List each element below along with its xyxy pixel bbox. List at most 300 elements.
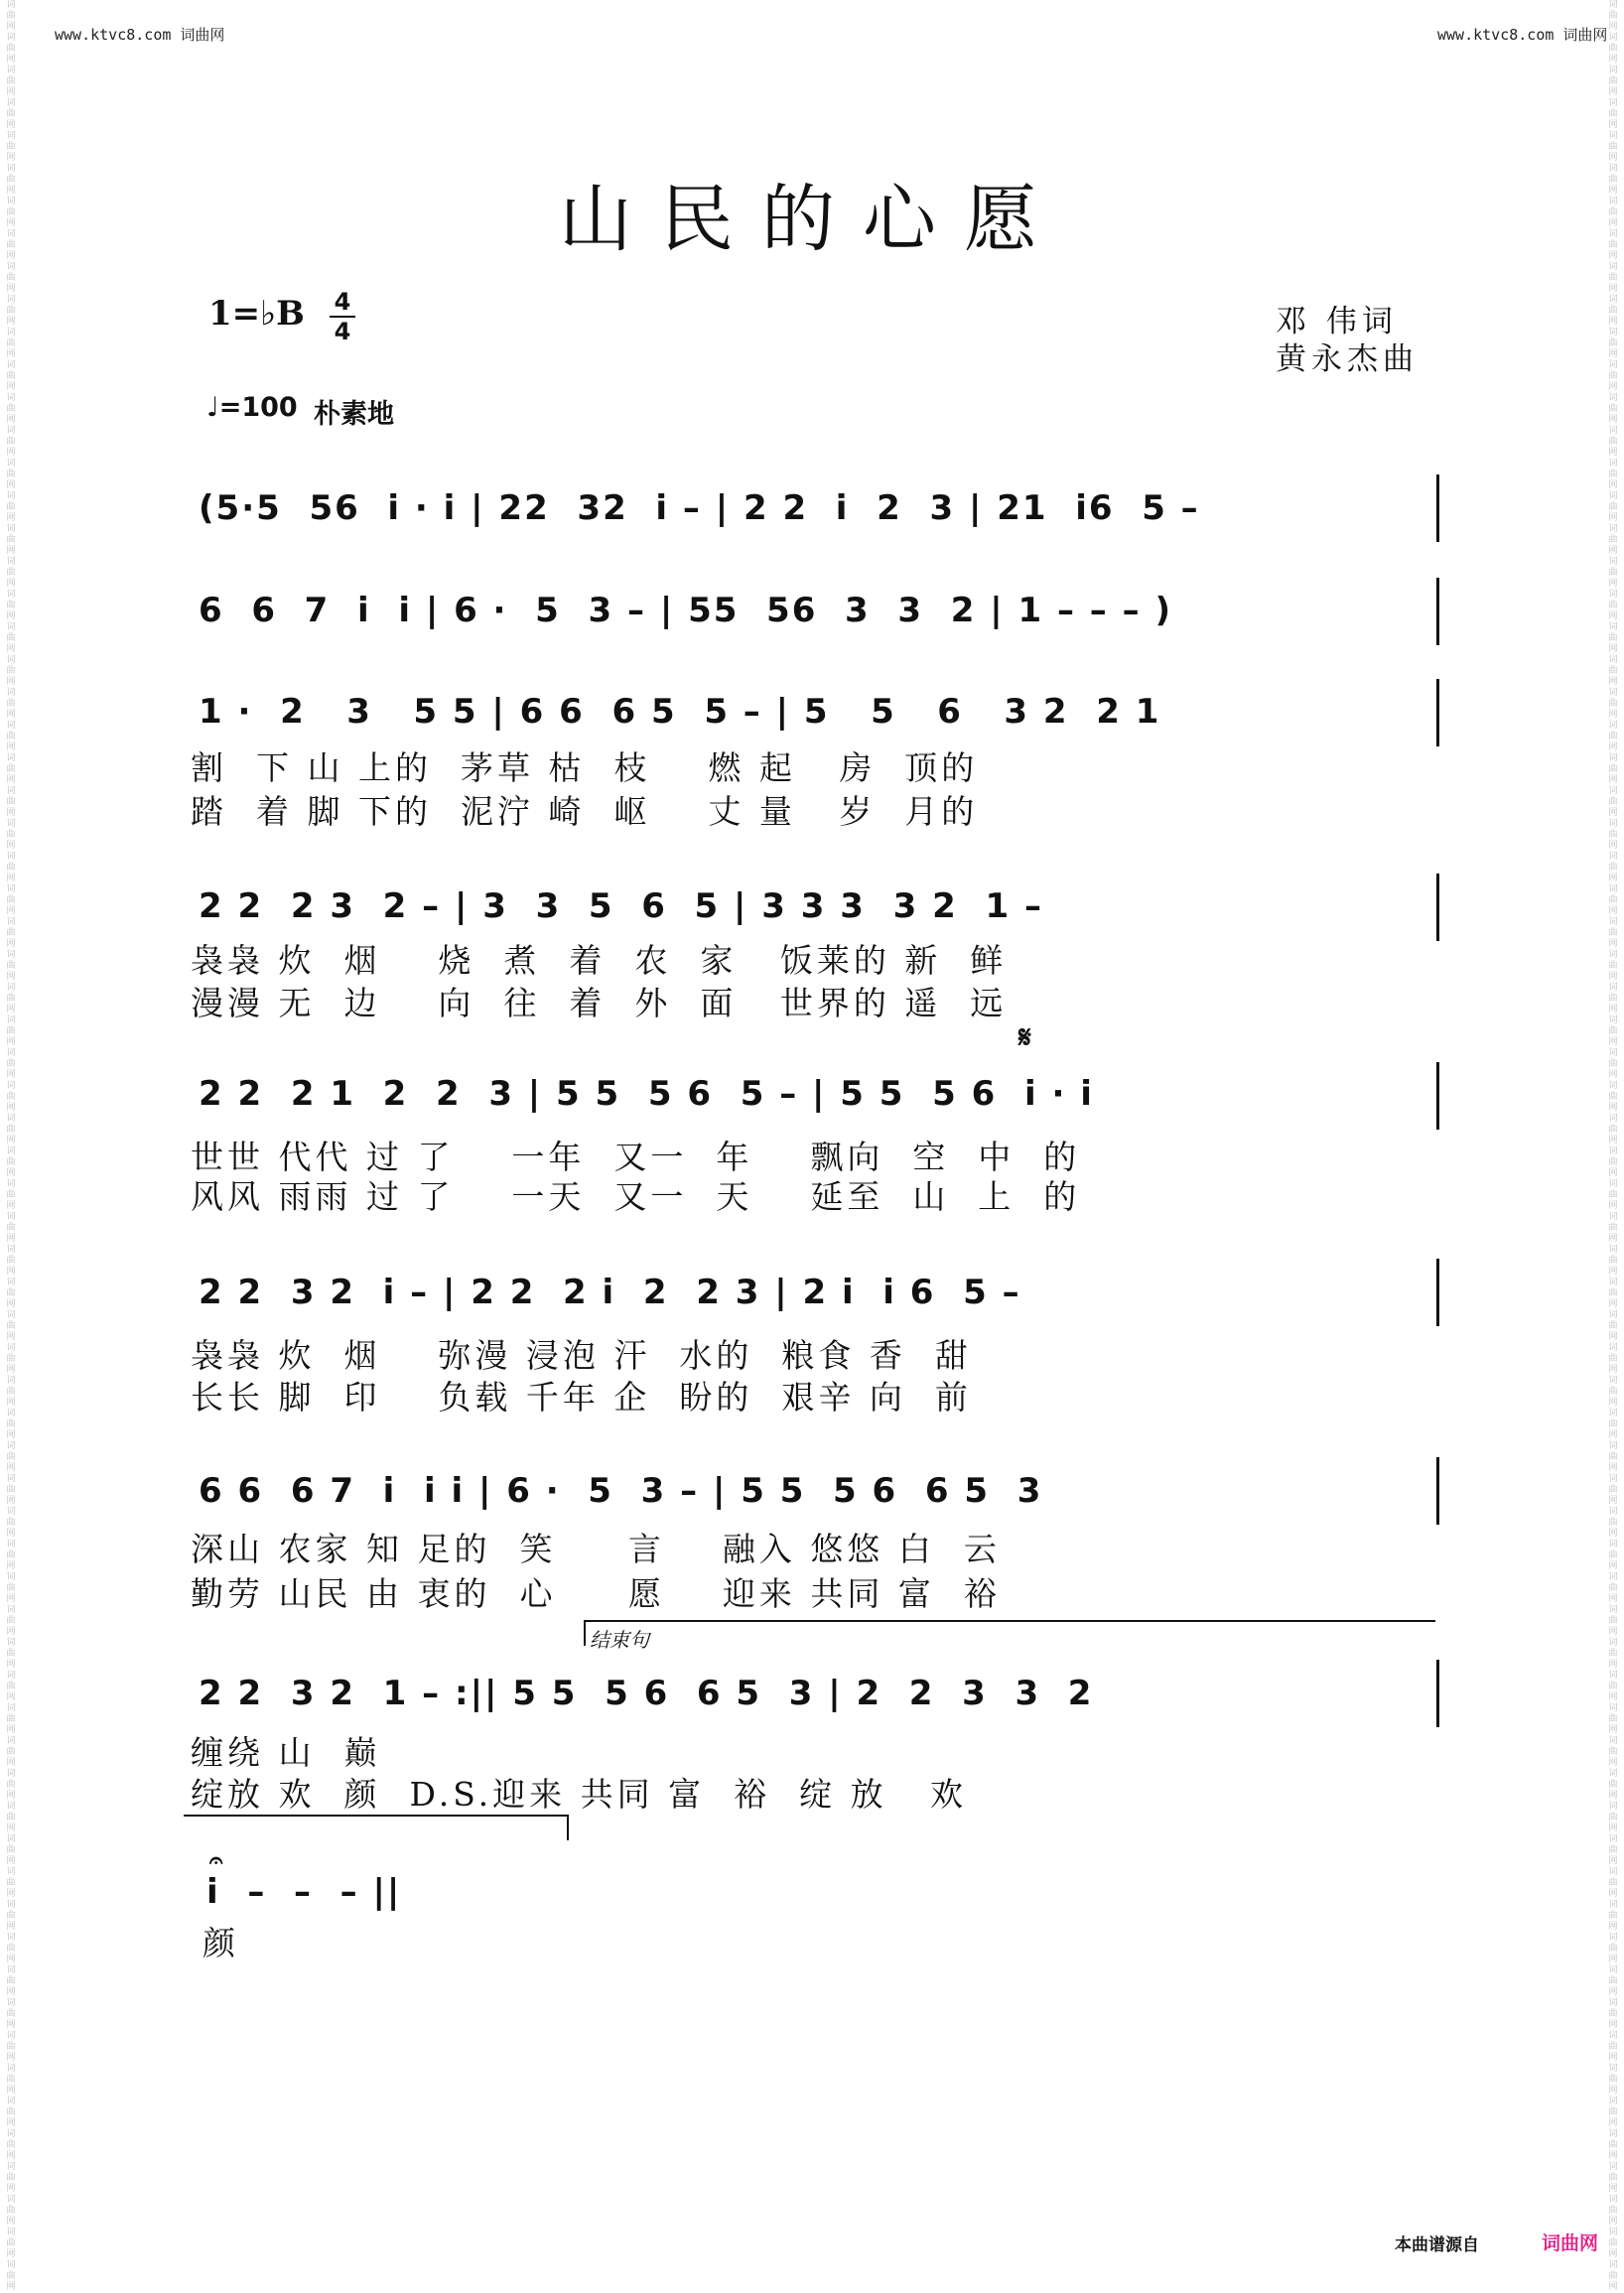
system-8-notes: 2 2 3 2 1 – :|| 5 5 5 6 6 5 3 | 2 2 3 3 2	[199, 1674, 1094, 1713]
left-watermark-ribbon	[2, 0, 20, 2292]
watermark-glyph: 曲	[1608, 666, 1618, 676]
watermark-glyph: 网	[6, 1103, 16, 1113]
watermark-glyph: 词	[1608, 426, 1618, 436]
watermark-glyph: 曲	[1608, 1845, 1618, 1855]
watermark-glyph: 网	[1608, 742, 1618, 752]
watermark-glyph: 词	[1608, 983, 1618, 993]
watermark-glyph: 网	[6, 2020, 16, 2030]
watermark-glyph: 网	[6, 317, 16, 327]
system-4-lyric-verse-1: 袅袅 炊 烟 烧 煮 着 农 家 饭莱的 新 鲜	[191, 941, 1008, 980]
watermark-glyph: 网	[1608, 284, 1618, 294]
watermark-glyph: 网	[6, 1463, 16, 1473]
watermark-glyph: 词	[1608, 1736, 1618, 1746]
watermark-glyph: 词	[6, 131, 16, 141]
system-5-notes: 2 2 2 1 2 2 3 | 5 5 5 6 5 – | 5 5 5 6 i · i	[199, 1074, 1094, 1114]
watermark-glyph: 网	[1608, 349, 1618, 359]
watermark-glyph: 网	[1608, 2217, 1618, 2226]
watermark-glyph: 曲	[6, 1223, 16, 1233]
system-1-notes: (5·5 56 i · i | 22 32 i – | 2 2 i 2 3 | 21 i6 5 –	[199, 488, 1200, 528]
watermark-glyph: 网	[1608, 2249, 1618, 2259]
watermark-glyph: 曲	[6, 2042, 16, 2052]
watermark-glyph: 曲	[6, 1682, 16, 1691]
watermark-glyph: 词	[6, 1146, 16, 1156]
watermark-glyph: 词	[6, 557, 16, 567]
composer-credit: 黄永杰曲	[1276, 341, 1419, 377]
watermark-glyph: 曲	[1608, 1321, 1618, 1331]
watermark-glyph: 网	[6, 1823, 16, 1833]
watermark-glyph: 网	[1608, 1856, 1618, 1866]
watermark-glyph: 网	[1608, 153, 1618, 163]
watermark-glyph: 词	[1608, 1638, 1618, 1648]
watermark-glyph: 网	[6, 1725, 16, 1735]
watermark-glyph: 网	[1608, 1168, 1618, 1178]
watermark-glyph: 曲	[6, 1092, 16, 1102]
watermark-glyph: 网	[1608, 1005, 1618, 1014]
watermark-glyph: 网	[6, 448, 16, 458]
watermark-glyph: 网	[6, 218, 16, 228]
watermark-glyph: 曲	[1608, 1190, 1618, 1200]
watermark-glyph: 网	[1608, 710, 1618, 720]
watermark-glyph: 词	[6, 721, 16, 731]
watermark-glyph: 网	[6, 972, 16, 982]
watermark-glyph: 曲	[1608, 1387, 1618, 1397]
watermark-glyph: 网	[6, 1561, 16, 1571]
watermark-glyph: 网	[6, 2184, 16, 2194]
watermark-glyph: 网	[1608, 808, 1618, 818]
watermark-glyph: 词	[6, 917, 16, 927]
watermark-glyph: 曲	[1608, 797, 1618, 807]
watermark-glyph: 网	[6, 382, 16, 392]
watermark-glyph: 曲	[1608, 11, 1618, 21]
watermark-glyph: 网	[1608, 2282, 1618, 2292]
watermark-glyph: 词	[1608, 786, 1618, 796]
watermark-glyph: 网	[1608, 1823, 1618, 1833]
watermark-glyph: 网	[6, 1168, 16, 1178]
watermark-glyph: 网	[6, 1627, 16, 1637]
watermark-glyph: 词	[1608, 917, 1618, 927]
watermark-glyph: 曲	[1608, 404, 1618, 414]
watermark-glyph: 网	[1608, 906, 1618, 916]
watermark-glyph: 曲	[6, 2107, 16, 2117]
watermark-glyph: 词	[1608, 1900, 1618, 1910]
watermark-glyph: 词	[6, 2260, 16, 2270]
system-7-notes: 6 6 6 7 i i i | 6 · 5 3 – | 5 5 5 6 6 5 3	[199, 1471, 1043, 1511]
watermark-glyph: 词	[1608, 950, 1618, 960]
watermark-glyph: 网	[1608, 874, 1618, 883]
watermark-glyph: 网	[6, 841, 16, 851]
system-7-lyric-verse-1: 深山 农家 知 足的 笑 言 融入 悠悠 白 云	[191, 1530, 1001, 1568]
watermark-glyph: 曲	[6, 142, 16, 152]
watermark-glyph: 曲	[1608, 1256, 1618, 1266]
watermark-glyph: 词	[6, 950, 16, 960]
watermark-glyph: 网	[1608, 644, 1618, 654]
watermark-glyph: 词	[1608, 197, 1618, 206]
watermark-glyph: 词	[6, 1965, 16, 1975]
watermark-glyph: 网	[1608, 1234, 1618, 1244]
watermark-glyph: 词	[6, 262, 16, 272]
watermark-glyph: 网	[6, 677, 16, 687]
watermark-glyph: 网	[1608, 1529, 1618, 1539]
watermark-glyph: 曲	[6, 1616, 16, 1626]
watermark-glyph: 曲	[1608, 601, 1618, 610]
watermark-glyph: 词	[6, 360, 16, 370]
watermark-glyph: 网	[6, 1037, 16, 1047]
system-6-lyric-verse-1: 袅袅 炊 烟 弥漫 浸泡 汗 水的 粮食 香 甜	[191, 1336, 972, 1375]
watermark-glyph: 曲	[1608, 2206, 1618, 2216]
system-7-lyric-verse-2: 勤劳 山民 由 衷的 心 愿 迎来 共同 富 裕	[191, 1574, 1001, 1613]
watermark-glyph: 词	[1608, 1834, 1618, 1844]
watermark-glyph: 曲	[6, 1911, 16, 1921]
watermark-glyph: 词	[1608, 66, 1618, 75]
watermark-glyph: 网	[6, 2151, 16, 2161]
watermark-glyph: 词	[6, 491, 16, 501]
watermark-glyph: 曲	[1608, 1583, 1618, 1593]
watermark-glyph: 词	[1608, 590, 1618, 600]
watermark-glyph: 曲	[1608, 830, 1618, 840]
system-3-notes: 1 · 2 3 5 5 | 6 6 6 5 5 – | 5 5 6 3 2 2 1	[199, 692, 1161, 732]
watermark-glyph: 网	[6, 644, 16, 654]
watermark-glyph: 网	[6, 513, 16, 523]
watermark-glyph: 曲	[1608, 2238, 1618, 2248]
watermark-glyph: 词	[6, 1998, 16, 2008]
system-3-lyric-verse-1: 割 下 山 上的 茅草 枯 枝 燃 起 房 顶的	[191, 748, 979, 787]
time-signature	[330, 290, 355, 343]
watermark-glyph: 曲	[1608, 437, 1618, 447]
watermark-glyph: 网	[6, 1430, 16, 1440]
segno-sign: 𝄋	[1018, 1020, 1031, 1055]
watermark-glyph: 曲	[1608, 895, 1618, 905]
watermark-glyph: 词	[1608, 98, 1618, 108]
watermark-glyph: 曲	[1608, 1223, 1618, 1233]
watermark-glyph: 词	[1608, 884, 1618, 894]
watermark-glyph: 词	[6, 1703, 16, 1713]
system-8-lyric-verse-1: 缠绕 山 巅	[191, 1733, 381, 1772]
watermark-glyph: 网	[6, 906, 16, 916]
watermark-glyph: 曲	[1608, 1747, 1618, 1757]
watermark-glyph: 词	[6, 786, 16, 796]
watermark-glyph: 词	[6, 1179, 16, 1189]
watermark-glyph: 曲	[1608, 44, 1618, 54]
watermark-glyph: 曲	[6, 240, 16, 250]
watermark-glyph: 曲	[6, 404, 16, 414]
watermark-glyph: 网	[6, 2053, 16, 2063]
watermark-glyph: 网	[6, 251, 16, 261]
watermark-glyph: 曲	[6, 2238, 16, 2248]
watermark-glyph: 网	[6, 1692, 16, 1702]
watermark-glyph: 词	[6, 1081, 16, 1091]
watermark-glyph: 曲	[6, 44, 16, 54]
watermark-glyph: 曲	[6, 961, 16, 971]
watermark-glyph: 曲	[6, 830, 16, 840]
watermark-glyph: 曲	[1608, 764, 1618, 774]
system-8-end-barline	[1436, 1660, 1439, 1727]
watermark-glyph: 词	[6, 1638, 16, 1648]
watermark-glyph: 曲	[6, 502, 16, 512]
watermark-glyph: 曲	[6, 338, 16, 348]
watermark-glyph: 曲	[1608, 1125, 1618, 1135]
watermark-glyph: 词	[1608, 622, 1618, 632]
watermark-glyph: 网	[1608, 22, 1618, 32]
watermark-glyph: 词	[6, 164, 16, 174]
watermark-glyph: 曲	[1608, 1911, 1618, 1921]
watermark-glyph: 网	[6, 1987, 16, 1997]
watermark-glyph: 曲	[6, 568, 16, 578]
watermark-glyph: 网	[1608, 2151, 1618, 2161]
watermark-glyph: 网	[1608, 611, 1618, 621]
watermark-glyph: 曲	[1608, 1944, 1618, 1954]
system-5-lyric-verse-2: 风风 雨雨 过 了 一天 又一 天 延至 山 上 的	[191, 1177, 1081, 1216]
key-signature: 1=♭B	[208, 294, 305, 334]
watermark-glyph: 网	[6, 1856, 16, 1866]
watermark-glyph: 网	[6, 874, 16, 883]
watermark-glyph: 词	[1608, 1507, 1618, 1517]
watermark-glyph: 曲	[1608, 1878, 1618, 1888]
watermark-glyph: 词	[6, 0, 16, 10]
watermark-glyph: 词	[1608, 1703, 1618, 1713]
watermark-glyph: 曲	[1608, 502, 1618, 512]
watermark-glyph: 曲	[1608, 306, 1618, 316]
watermark-glyph: 词	[6, 1540, 16, 1550]
watermark-glyph: 网	[6, 1234, 16, 1244]
watermark-glyph: 词	[6, 1474, 16, 1484]
watermark-glyph: 曲	[1608, 2009, 1618, 2019]
watermark-glyph: 词	[6, 33, 16, 43]
watermark-glyph: 曲	[1608, 1518, 1618, 1528]
watermark-glyph: 网	[6, 1758, 16, 1768]
watermark-glyph: 词	[1608, 1212, 1618, 1222]
watermark-glyph: 曲	[1608, 1780, 1618, 1790]
watermark-glyph: 曲	[1608, 1551, 1618, 1560]
watermark-glyph: 曲	[6, 470, 16, 479]
watermark-glyph: 曲	[6, 1944, 16, 1954]
watermark-glyph: 词	[6, 819, 16, 829]
watermark-glyph: 词	[6, 852, 16, 862]
watermark-glyph: 曲	[6, 2075, 16, 2085]
watermark-glyph: 曲	[1608, 240, 1618, 250]
watermark-glyph: 曲	[1608, 1354, 1618, 1364]
watermark-glyph: 词	[1608, 2129, 1618, 2139]
system-5-lyric-verse-1: 世世 代代 过 了 一年 又一 年 飘向 空 中 的	[191, 1138, 1081, 1176]
watermark-glyph: 曲	[1608, 1026, 1618, 1036]
watermark-glyph: 词	[6, 1343, 16, 1353]
watermark-glyph: 词	[6, 655, 16, 665]
system-1-end-barline	[1436, 474, 1439, 542]
watermark-glyph: 曲	[1608, 1059, 1618, 1069]
watermark-glyph: 曲	[6, 1288, 16, 1298]
watermark-glyph: 词	[1608, 1409, 1618, 1418]
watermark-glyph: 网	[1608, 2118, 1618, 2128]
watermark-glyph: 词	[6, 1245, 16, 1255]
watermark-glyph: 网	[1608, 1627, 1618, 1637]
watermark-glyph: 网	[6, 1398, 16, 1408]
system-3-lyric-verse-2: 踏 着 脚 下的 泥泞 崎 岖 丈 量 岁 月的	[191, 792, 979, 831]
watermark-glyph: 曲	[6, 1976, 16, 1986]
watermark-glyph: 曲	[6, 1125, 16, 1135]
watermark-glyph: 网	[6, 2086, 16, 2095]
watermark-glyph: 曲	[1608, 1649, 1618, 1659]
watermark-glyph: 曲	[6, 1747, 16, 1757]
watermark-glyph: 曲	[1608, 1288, 1618, 1298]
final-bracket-line	[184, 1815, 569, 1817]
watermark-glyph: 词	[6, 393, 16, 403]
watermark-glyph: 网	[6, 579, 16, 589]
watermark-glyph: 网	[6, 2282, 16, 2292]
watermark-glyph: 曲	[6, 1551, 16, 1560]
watermark-glyph: 网	[6, 22, 16, 32]
watermark-glyph: 曲	[1608, 2173, 1618, 2183]
watermark-glyph: 曲	[6, 633, 16, 643]
watermark-glyph: 曲	[1608, 1616, 1618, 1626]
watermark-glyph: 曲	[6, 1321, 16, 1331]
watermark-glyph: 曲	[1608, 1157, 1618, 1167]
watermark-glyph: 曲	[6, 797, 16, 807]
watermark-glyph: 词	[6, 1802, 16, 1812]
watermark-glyph: 曲	[1608, 273, 1618, 283]
watermark-glyph: 词	[1608, 1343, 1618, 1353]
watermark-glyph: 词	[6, 1212, 16, 1222]
watermark-glyph: 曲	[1608, 2042, 1618, 2052]
watermark-glyph: 曲	[1608, 2140, 1618, 2150]
footer-source-text: 本曲谱源自	[1395, 2235, 1479, 2255]
watermark-glyph: 网	[6, 611, 16, 621]
watermark-glyph: 曲	[1608, 2271, 1618, 2281]
system-4-end-barline	[1436, 874, 1439, 941]
footer-logo-link[interactable]: 词曲网	[1542, 2232, 1599, 2254]
watermark-glyph: 词	[1608, 2064, 1618, 2074]
watermark-glyph: 网	[6, 775, 16, 785]
watermark-glyph: 词	[1608, 1933, 1618, 1943]
watermark-glyph: 网	[1608, 2053, 1618, 2063]
watermark-glyph: 词	[6, 197, 16, 206]
watermark-glyph: 词	[1608, 1278, 1618, 1287]
watermark-glyph: 网	[1608, 480, 1618, 490]
watermark-glyph: 词	[6, 2227, 16, 2237]
watermark-glyph: 曲	[1608, 568, 1618, 578]
system-2-notes: 6 6 7 i i | 6 · 5 3 – | 55 56 3 3 2 | 1 – – – )	[199, 591, 1172, 630]
header-left-site[interactable]: www.ktvc8.com 词曲网	[55, 26, 225, 44]
watermark-glyph: 网	[6, 2217, 16, 2226]
watermark-glyph: 词	[1608, 1867, 1618, 1877]
watermark-glyph: 网	[1608, 939, 1618, 949]
watermark-glyph: 词	[1608, 557, 1618, 567]
watermark-glyph: 曲	[1608, 109, 1618, 119]
watermark-glyph: 词	[1608, 2260, 1618, 2270]
watermark-glyph: 词	[1608, 131, 1618, 141]
watermark-glyph: 曲	[1608, 470, 1618, 479]
watermark-glyph: 词	[1608, 1605, 1618, 1615]
watermark-glyph: 词	[6, 1867, 16, 1877]
watermark-glyph: 曲	[1608, 1813, 1618, 1822]
watermark-glyph: 网	[6, 710, 16, 720]
watermark-glyph: 曲	[6, 1878, 16, 1888]
watermark-glyph: 曲	[1608, 1714, 1618, 1724]
watermark-glyph: 曲	[6, 732, 16, 742]
watermark-glyph: 网	[6, 1922, 16, 1932]
watermark-glyph: 词	[1608, 753, 1618, 763]
watermark-glyph: 曲	[6, 1452, 16, 1462]
watermark-glyph: 词	[1608, 1769, 1618, 1779]
watermark-glyph: 词	[1608, 229, 1618, 239]
watermark-glyph: 网	[1608, 1496, 1618, 1506]
watermark-glyph: 词	[1608, 1245, 1618, 1255]
watermark-glyph: 词	[1608, 1376, 1618, 1386]
watermark-glyph: 词	[6, 1441, 16, 1451]
watermark-glyph: 网	[6, 2118, 16, 2128]
watermark-glyph: 曲	[6, 1845, 16, 1855]
watermark-glyph: 词	[1608, 688, 1618, 698]
watermark-glyph: 网	[6, 808, 16, 818]
watermark-glyph: 词	[1608, 2031, 1618, 2041]
system-9-lyric: 颜	[203, 1924, 239, 1962]
watermark-glyph: 词	[1608, 1081, 1618, 1091]
watermark-glyph: 网	[1608, 1660, 1618, 1670]
watermark-glyph: 网	[6, 1365, 16, 1375]
ending-bracket-line	[584, 1620, 1435, 1622]
watermark-glyph: 词	[6, 2195, 16, 2205]
watermark-glyph: 词	[1608, 1179, 1618, 1189]
watermark-glyph: 曲	[6, 437, 16, 447]
ending-bracket-hook	[584, 1620, 586, 1646]
watermark-glyph: 网	[1608, 1463, 1618, 1473]
watermark-glyph: 网	[6, 1529, 16, 1539]
watermark-glyph: 词	[1608, 2162, 1618, 2172]
watermark-glyph: 网	[1608, 1725, 1618, 1735]
header-right-site[interactable]: www.ktvc8.com 词曲网	[1437, 26, 1608, 44]
watermark-glyph: 词	[6, 1605, 16, 1615]
watermark-glyph: 曲	[1608, 928, 1618, 938]
watermark-glyph: 网	[1608, 546, 1618, 556]
time-signature-top: 4	[334, 288, 351, 316]
watermark-glyph: 网	[1608, 186, 1618, 196]
watermark-glyph: 网	[6, 546, 16, 556]
watermark-glyph: 曲	[6, 699, 16, 709]
watermark-glyph: 词	[6, 1572, 16, 1582]
watermark-glyph: 词	[6, 1736, 16, 1746]
watermark-glyph: 词	[6, 1114, 16, 1124]
watermark-glyph: 曲	[1608, 1976, 1618, 1986]
watermark-glyph: 曲	[6, 371, 16, 381]
watermark-glyph: 网	[1608, 1987, 1618, 1997]
watermark-glyph: 词	[1608, 852, 1618, 862]
watermark-glyph: 曲	[1608, 207, 1618, 217]
watermark-glyph: 网	[1608, 1070, 1618, 1080]
watermark-glyph: 曲	[1608, 1419, 1618, 1429]
watermark-glyph: 网	[1608, 513, 1618, 523]
watermark-glyph: 词	[6, 1409, 16, 1418]
watermark-glyph: 曲	[6, 928, 16, 938]
final-bracket-hook	[567, 1815, 569, 1840]
watermark-glyph: 网	[6, 2249, 16, 2259]
watermark-glyph: 词	[6, 524, 16, 534]
watermark-glyph: 曲	[1608, 175, 1618, 185]
watermark-glyph: 网	[6, 1594, 16, 1604]
watermark-glyph: 网	[1608, 1692, 1618, 1702]
watermark-glyph: 曲	[6, 1190, 16, 1200]
watermark-glyph: 曲	[1608, 2075, 1618, 2085]
watermark-glyph: 网	[1608, 1889, 1618, 1899]
system-5-end-barline	[1436, 1062, 1439, 1130]
watermark-glyph: 网	[1608, 1398, 1618, 1408]
watermark-glyph: 网	[1608, 1594, 1618, 1604]
watermark-glyph: 网	[6, 939, 16, 949]
system-9-notes: i – – – ||	[206, 1872, 402, 1912]
watermark-glyph: 曲	[1608, 1682, 1618, 1691]
watermark-glyph: 词	[6, 1507, 16, 1517]
watermark-glyph: 词	[6, 1278, 16, 1287]
watermark-glyph: 曲	[1608, 535, 1618, 545]
watermark-glyph: 词	[1608, 1540, 1618, 1550]
watermark-glyph: 网	[1608, 1758, 1618, 1768]
